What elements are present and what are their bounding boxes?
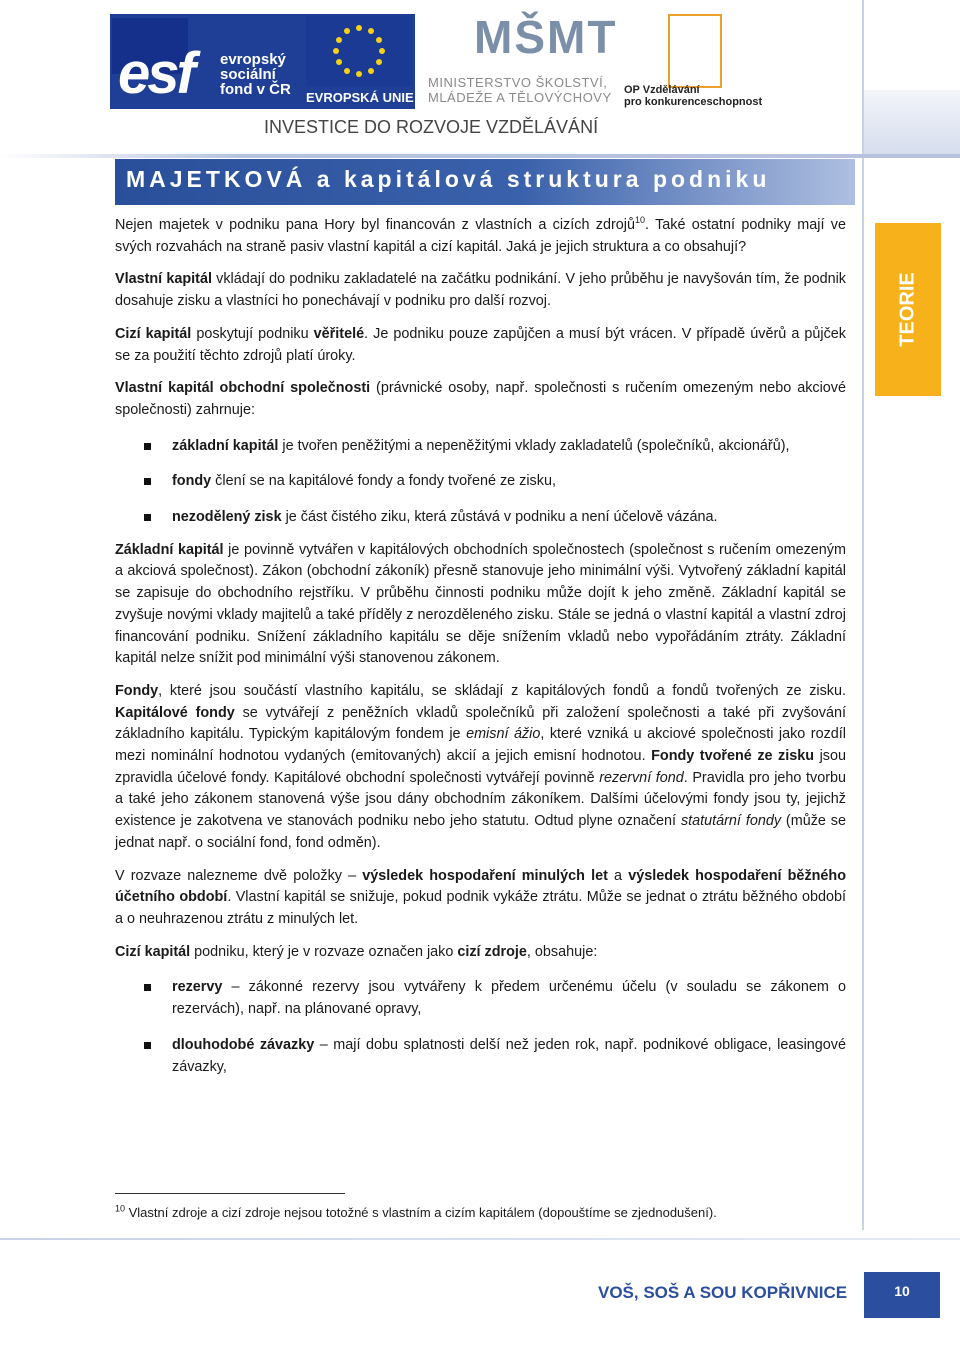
list-item: základní kapitál je tvořen peněžitými a nepeněžitými vklady zakladatelů (společníků, akcionářů),	[115, 436, 846, 458]
esf-logo-text: evropský sociální fond v ČR	[220, 51, 291, 98]
op-logo	[668, 14, 722, 88]
footer-divider	[0, 1238, 960, 1240]
bullet-icon	[144, 1042, 151, 1049]
cizi-zdroje-paragraph: Cizí kapitál podniku, který je v rozvaze označen jako cizí zdroje, obsahuje:	[115, 943, 598, 960]
list-item: dlouhodobé závazky – mají dobu splatnosti delší než jeden rok, např. podnikové obligace, leasingové závazky,	[115, 1035, 846, 1078]
corner-decoration	[864, 90, 960, 154]
vlastni-kapital-paragraph: Vlastní kapitál vkládají do podniku zakladatelé na začátku podnikání. V jeho průběhu je navyšován tím, že podnik dosahuje zisku a vlastníci ho ponechávají v podniku pro další rozvoj.	[115, 271, 846, 310]
list-item: rezervy – zákonné rezervy jsou vytvářeny k předem určenému účelu (v souladu se zákonem o rezervách), např. na plánované opravy,	[115, 977, 846, 1020]
zakladni-kapital-paragraph: Základní kapitál je povinně vytvářen v kapitálových obchodních společnostech (společnost s ručením omezeným a akciová společnost). Zákon (obchodní zákoník) přesně stanovuje jeho minimální výši. Vytvořený základní kapitál se zapisuje do obchodního rejstříku. V průběhu činnosti podniku může dojít k jeho změně. Základní kapitál se zvyšuje novými vklady majitelů a také příděly z nerozděleného zisku. Stále se jedná o vlastní kapitál a vlastní zdroj financování podniku. Snížení základního kapitálu se děje snížením vkladů nebo vypořádáním ztráty. Základní kapitál nelze snížit pod minimální výši stanovenou zákonem.	[115, 541, 846, 667]
header-divider	[0, 154, 960, 158]
obchodni-spolecnost-paragraph: Vlastní kapitál obchodní společnosti (právnické osoby, např. společnosti s ručením omezeným nebo akciové společnosti) zahrnuje:	[115, 380, 846, 418]
intro-paragraph: Nejen majetek v podniku pana Hory byl financován z vlastních a cizích zdrojů$^{10}$. Také ostatní podniky mají ve svých rozvahách na straně pasiv vlastní kapitál a cizí kapitál. Jaká je jejich struktura a co obsahují?	[115, 215, 846, 255]
bullet-icon	[144, 443, 151, 450]
bullet-icon	[144, 514, 151, 521]
esf-logo-mark: esf	[118, 41, 193, 106]
rozvaha-paragraph: V rozvaze nalezneme dvě položky – výsledek hospodaření minulých let a výsledek hospodaření běžného účetního období. Vlastní kapitál se snižuje, pokud podnik vykáže ztrátu. Může se jednat o ztrátu běžného období a o neuhrazenou ztrátu z minulých let.	[115, 867, 847, 927]
bullet-icon	[144, 478, 151, 485]
ministry-label: MINISTERSTVO ŠKOLSTVÍ, MLÁDEŽE A TĚLOVÝCHOVY	[428, 75, 612, 105]
main-text	[115, 215, 846, 1078]
footnote-rule	[115, 1193, 345, 1194]
msmt-logo: MŠMT	[474, 11, 618, 63]
op-label: OP Vzdělávání pro konkurenceschopnost	[624, 84, 763, 108]
cizi-kapital-paragraph: Cizí kapitál poskytují podniku věřitelé. Je podniku pouze zapůjčen a musí být vrácen. V případě úvěrů a půjček se za použití těchto zdrojů platí úroky.	[115, 325, 846, 364]
list-item: fondy člení se na kapitálové fondy a fondy tvořené ze zisku,	[115, 471, 846, 493]
right-margin-rule	[862, 0, 864, 1230]
bullet-icon	[144, 984, 151, 991]
page-title: MAJETKOVÁ a kapitálová struktura podniku	[126, 166, 771, 192]
school-name: VOŠ, SOŠ A SOU KOPŘIVNICE	[598, 1283, 848, 1302]
fondy-paragraph: Fondy, které jsou součástí vlastního kapitálu, se skládají z kapitálových fondů a fondů tvořených ze zisku. Kapitálové fondy se vytvářejí z peněžních vkladů společníků při založení společnosti a také při zvyšování základního kapitálu. Typickým kapitálovým fondem je emisní ážio, které vzniká u akciové společnosti jako rozdíl mezi nominální hodnotou vydaných (emitovaných) akcií a jejich emisní hodnotou. Fondy tvořené ze zisku jsou zpravidla účelové fondy. Kapitálové obchodní společnosti vytvářejí povinně rezervní fond. Pravidla pro jeho tvorbu a také jeho zákonem stanovená výše jsou dány obchodním zákoníkem. Dalšími účelovými fondy jsou ty, jejichž existence je zakotvena ve stanovách podniku nebo jeho statutu. Odtud plyne označení statutární fondy (může se jednat např. o sociální fond, fond odměn).	[115, 682, 846, 851]
teorie-tab-label: TEORIE	[896, 272, 919, 347]
list-item: nezodělený zisk je část čistého ziku, která zůstává v podniku a není účelově vázána.	[115, 507, 846, 529]
page-number: 10	[894, 1283, 910, 1299]
investice-slogan: INVESTICE DO ROZVOJE VZDĚLÁVÁNÍ	[264, 117, 599, 137]
footnote: $^{10}$ Vlastní zdroje a cizí zdroje nejsou totožné s vlastním a cizím kapitálem (dopouštíme se zjednodušení).	[115, 1203, 717, 1220]
eu-label: EVROPSKÁ UNIE	[306, 90, 414, 105]
eu-flag-icon	[306, 16, 412, 86]
